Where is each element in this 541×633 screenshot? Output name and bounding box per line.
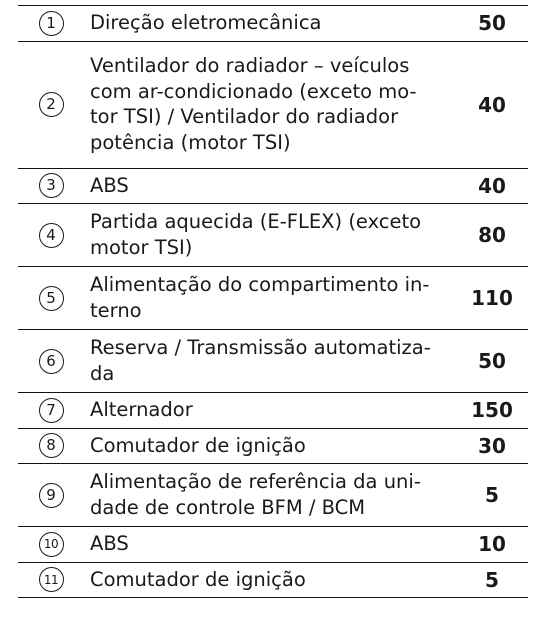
- fuse-number-badge: 7: [39, 398, 64, 423]
- fuse-table-body: [18, 6, 528, 598]
- table-row: [18, 393, 528, 429]
- table-row: [18, 168, 528, 204]
- fuse-amperage: 30: [478, 433, 506, 458]
- fuse-description: ABS: [90, 532, 129, 555]
- fuse-number-badge: 6: [39, 349, 64, 374]
- fuse-number-badge: 3: [39, 173, 64, 198]
- fuse-description: Comutador de ignição: [90, 433, 306, 457]
- fuse-number-badge: 2: [39, 92, 64, 117]
- fuse-amperage: 50: [478, 11, 506, 36]
- fuse-description: Reserva / Transmissão automatiza- da: [90, 336, 431, 385]
- fuse-amperage: 5: [485, 567, 499, 592]
- fuse-number-badge: 4: [39, 223, 64, 248]
- fuse-amperage: 80: [478, 223, 506, 247]
- fuse-description: Comutador de ignição: [90, 567, 306, 591]
- table-row: [18, 267, 528, 330]
- fuse-amperage: 50: [478, 349, 506, 373]
- fuse-description: ABS: [90, 173, 129, 197]
- table-row: [18, 464, 528, 527]
- fuse-amperage: 40: [478, 92, 506, 117]
- fuse-description: Alternador: [90, 398, 193, 421]
- table-row: [18, 204, 528, 267]
- table-row: [18, 428, 528, 464]
- fuse-description: Alimentação de referência da uni- dade de controle BFM / BCM: [90, 470, 421, 519]
- table-row: [18, 41, 528, 168]
- fuse-description: Direção eletromecânica: [90, 11, 322, 34]
- fuse-description: Alimentação do compartimento in- terno: [90, 273, 430, 322]
- table-row: [18, 6, 528, 42]
- table-row: [18, 330, 528, 393]
- fuse-number-badge: 8: [39, 433, 64, 458]
- fuse-number-badge: 1: [39, 11, 64, 36]
- fuse-number-badge: 10: [39, 532, 64, 557]
- fuse-amperage: 110: [471, 286, 513, 310]
- fuse-description: Ventilador do radiador – veículos com ar-condicionado (exceto mo- tor TSI) / Ventilador do radiador potência (motor TSI): [90, 54, 417, 154]
- fuse-amperage: 150: [471, 398, 513, 423]
- fuse-number-badge: 9: [39, 483, 64, 508]
- table-row: [18, 527, 528, 563]
- fuse-amperage: 5: [485, 483, 499, 507]
- fuse-description: Partida aquecida (E-FLEX) (exceto motor TSI): [90, 210, 422, 259]
- fuse-number-badge: 11: [39, 567, 64, 592]
- table-row: [18, 562, 528, 598]
- fuse-number-badge: 5: [39, 286, 64, 311]
- fuse-amperage: 40: [478, 173, 506, 198]
- fuse-table: [18, 5, 528, 598]
- fuse-amperage: 10: [478, 532, 506, 557]
